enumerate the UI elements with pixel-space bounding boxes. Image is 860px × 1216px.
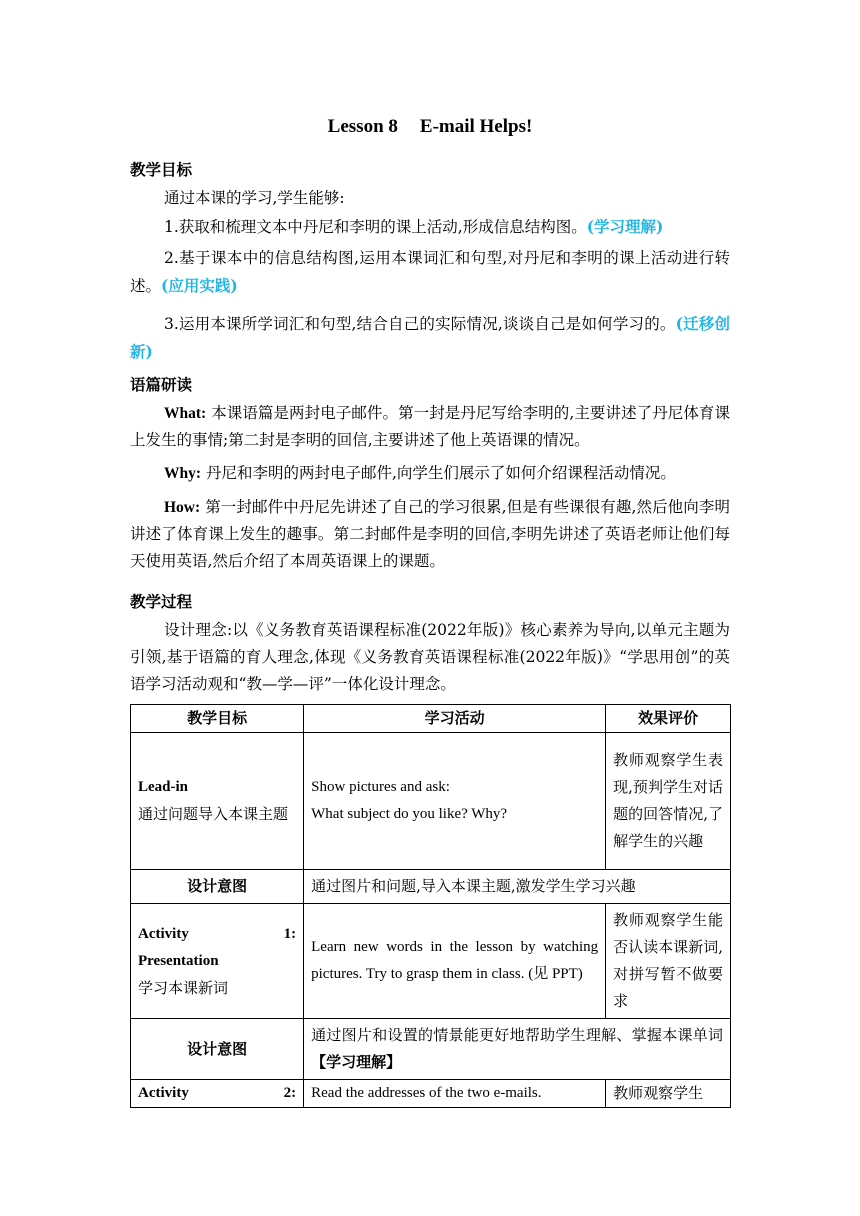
table-row-lead-in bbox=[131, 733, 731, 870]
lead-in-goal-text: 通过问题导入本课主题 bbox=[138, 805, 289, 823]
intent-1-label: 设计意图 bbox=[131, 870, 304, 904]
lead-in-evaluation-cell: 教师观察学生表现,预判学生对话题的回答情况,了解学生的兴趣 bbox=[606, 733, 731, 870]
how-label: How: bbox=[164, 499, 201, 516]
activity-1-goal-text: 学习本课新词 bbox=[138, 978, 229, 997]
activity-1-activity-cell: Learn new words in the lesson by watching pictures. Try to grasp them in class. (见 PPT) bbox=[304, 904, 606, 1019]
activity-1-label-line bbox=[138, 921, 296, 948]
lead-in-activity-line-1: Show pictures and ask: bbox=[311, 779, 450, 795]
objective-item-3 bbox=[130, 310, 730, 366]
table-row-activity-2 bbox=[131, 1080, 731, 1108]
how-text: 第一封邮件中丹尼先讲述了自己的学习很累,但是有些课很有趣,然后他向李明讲述了体育课上发生的趣事。第二封邮件是李明的回信,李明先讲述了英语老师让他们每天使用英语,然后介绍了本周英语课上的课题。 bbox=[130, 498, 730, 570]
lesson-name: E-mail Helps! bbox=[419, 116, 533, 137]
intent-1-text: 通过图片和问题,导入本课主题,激发学生学习兴趣 bbox=[304, 870, 731, 904]
why-text: 丹尼和李明的两封电子邮件,向学生们展示了如何介绍课程活动情况。 bbox=[201, 464, 676, 482]
table-header-row bbox=[131, 705, 731, 733]
what-text: 本课语篇是两封电子邮件。第一封是丹尼写给李明的,主要讲述了丹尼体育课上发生的事情;第二封是李明的回信,主要讲述了他上英语课的情况。 bbox=[130, 404, 730, 449]
activity-1-presentation-label: Presentation bbox=[138, 952, 219, 969]
how-paragraph bbox=[130, 494, 730, 575]
objective-1-tag: (学习理解) bbox=[586, 217, 664, 236]
activity-2-label-line bbox=[138, 1080, 296, 1107]
table-row-intent-1 bbox=[131, 870, 731, 904]
design-concept-paragraph bbox=[130, 617, 730, 698]
objective-3-text: 3.运用本课所学词汇和句型,结合自己的实际情况,谈谈自己是如何学习的。 bbox=[164, 315, 676, 333]
objectives-intro-text: 通过本课的学习,学生能够: bbox=[164, 189, 345, 207]
lesson-title bbox=[0, 116, 860, 138]
objective-3-tag: (迁移创新) bbox=[130, 314, 730, 361]
activity-2-activity-cell: Read the addresses of the two e-mails. bbox=[304, 1080, 606, 1108]
activity-1-label: Activity bbox=[138, 925, 189, 942]
lesson-number: Lesson 8 bbox=[327, 116, 398, 137]
what-paragraph bbox=[130, 400, 730, 454]
section-heading-process: 教学过程 bbox=[130, 592, 193, 611]
lead-in-activity-line-2: What subject do you like? Why? bbox=[311, 806, 508, 822]
activity-2-evaluation-cell: 教师观察学生 bbox=[606, 1080, 731, 1108]
objective-item-1 bbox=[130, 213, 730, 241]
why-paragraph bbox=[130, 460, 730, 487]
activity-2-goal-cell bbox=[131, 1080, 304, 1108]
objective-2-tag: (应用实践) bbox=[161, 276, 238, 295]
lead-in-activity-cell bbox=[304, 733, 606, 870]
activity-1-evaluation-cell: 教师观察学生能否认读本课新词,对拼写暂不做要求 bbox=[606, 904, 731, 1019]
section-heading-objectives: 教学目标 bbox=[130, 160, 193, 179]
objective-item-2 bbox=[130, 245, 730, 300]
activity-2-label: Activity bbox=[138, 1085, 189, 1101]
activity-1-number: 1: bbox=[283, 925, 297, 942]
activity-1-goal-cell bbox=[131, 904, 304, 1019]
objective-1-text: 1.获取和梳理文本中丹尼和李明的课上活动,形成信息结构图。 bbox=[164, 218, 587, 236]
header-evaluation: 效果评价 bbox=[606, 705, 731, 733]
lead-in-label: Lead-in bbox=[138, 779, 189, 795]
intent-2-cell bbox=[304, 1019, 731, 1080]
intent-2-label: 设计意图 bbox=[131, 1019, 304, 1080]
what-label: What: bbox=[164, 405, 207, 422]
why-label: Why: bbox=[164, 465, 202, 482]
table-row-activity-1 bbox=[131, 904, 731, 1019]
section-heading-text-study: 语篇研读 bbox=[130, 375, 193, 394]
lead-in-goal-cell bbox=[131, 733, 304, 870]
objectives-intro bbox=[130, 185, 730, 212]
design-concept-text: 设计理念:以《义务教育英语课程标准(2022年版)》核心素养为导向,以单元主题为引领,基于语篇的育人理念,体现《义务教育英语课程标准(2022年版)》“学思用创”的英语学习活动观和“教—学—评”一体化设计理念。 bbox=[130, 621, 730, 693]
activity-2-number: 2: bbox=[283, 1085, 297, 1101]
header-goal: 教学目标 bbox=[131, 705, 304, 733]
intent-2-tag: 【学习理解】 bbox=[311, 1053, 402, 1071]
header-activity: 学习活动 bbox=[304, 705, 606, 733]
intent-2-text: 通过图片和设置的情景能更好地帮助学生理解、掌握本课单词 bbox=[311, 1026, 723, 1044]
table-row-intent-2 bbox=[131, 1019, 731, 1080]
objective-2-text: 2.基于课本中的信息结构图,运用本课词汇和句型,对丹尼和李明的课上活动进行转述。 bbox=[130, 249, 730, 295]
teaching-process-table bbox=[130, 704, 731, 1108]
